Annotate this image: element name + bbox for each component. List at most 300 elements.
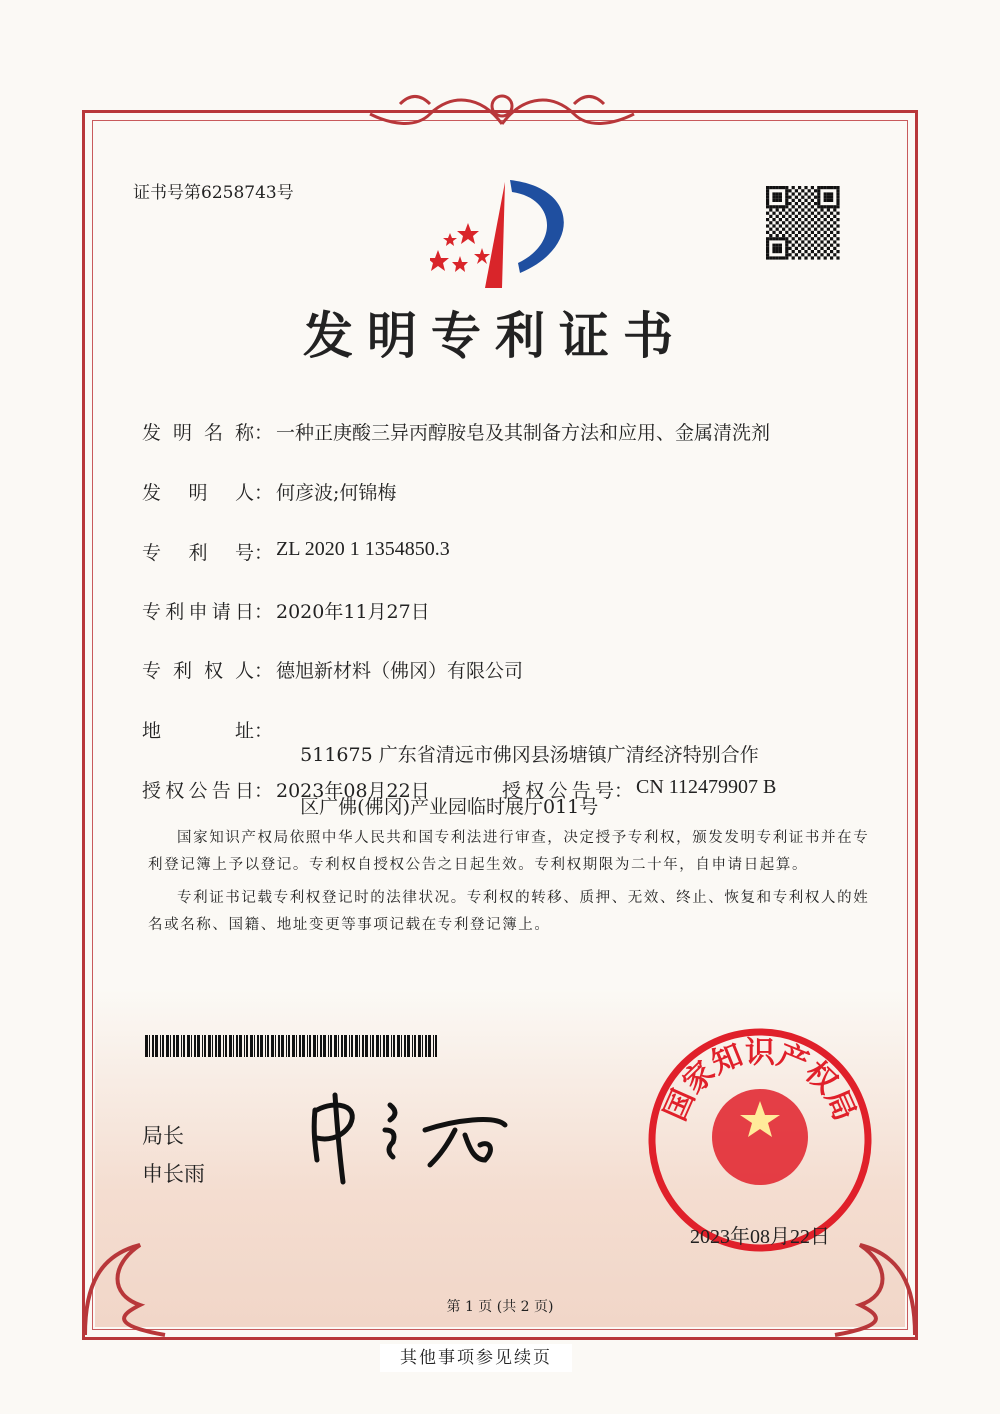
qr-module xyxy=(785,231,788,234)
qr-module xyxy=(776,192,779,195)
field-value: 2020年11月27日 xyxy=(276,601,430,623)
qr-module xyxy=(779,186,782,189)
qr-module xyxy=(776,215,779,218)
qr-module xyxy=(824,199,827,202)
qr-module xyxy=(811,186,814,189)
qr-module xyxy=(836,237,839,240)
qr-module xyxy=(785,186,788,189)
qr-module xyxy=(808,228,811,231)
barcode-bar xyxy=(246,1035,248,1057)
barcode-bar xyxy=(160,1035,161,1057)
qr-module xyxy=(766,253,769,256)
barcode-bar xyxy=(155,1035,158,1057)
top-ornament-icon xyxy=(360,84,644,136)
qr-module xyxy=(830,192,833,195)
qr-module xyxy=(817,256,820,259)
barcode-bar xyxy=(414,1035,416,1057)
qr-module xyxy=(766,237,769,240)
barcode-bar xyxy=(239,1035,242,1057)
qr-module xyxy=(830,205,833,208)
qr-module xyxy=(820,186,823,189)
barcode-bar xyxy=(422,1035,423,1057)
barcode-bar xyxy=(435,1035,437,1057)
qr-module xyxy=(820,208,823,211)
barcode-bar xyxy=(197,1035,200,1057)
qr-module xyxy=(782,237,785,240)
barcode-bar xyxy=(170,1035,171,1057)
qr-module xyxy=(772,250,775,253)
qr-module xyxy=(766,189,769,192)
qr-module xyxy=(804,224,807,227)
qr-module xyxy=(811,205,814,208)
field-value: 何彦波;何锦梅 xyxy=(276,482,397,504)
field-value: 2023年08月22日 xyxy=(276,780,430,802)
qr-module xyxy=(788,196,791,199)
barcode-bar xyxy=(330,1035,332,1057)
qr-module xyxy=(795,189,798,192)
qr-module xyxy=(788,240,791,243)
qr-module xyxy=(827,247,830,250)
qr-module xyxy=(785,256,788,259)
qr-module xyxy=(766,240,769,243)
field-inventors: 发明人 ： 何彦波;何锦梅 xyxy=(142,478,396,505)
qr-module xyxy=(782,215,785,218)
barcode-bar xyxy=(215,1035,217,1057)
qr-module xyxy=(779,231,782,234)
barcode-bar xyxy=(225,1035,227,1057)
qr-module xyxy=(801,189,804,192)
barcode-bar xyxy=(152,1035,154,1057)
barcode-bar xyxy=(257,1035,259,1057)
qr-module xyxy=(827,199,830,202)
qr-module xyxy=(814,228,817,231)
qr-module xyxy=(836,205,839,208)
qr-module xyxy=(769,221,772,224)
qr-module xyxy=(827,215,830,218)
qr-module xyxy=(772,224,775,227)
qr-module xyxy=(801,215,804,218)
qr-module xyxy=(772,237,775,240)
qr-module xyxy=(776,256,779,259)
qr-module xyxy=(788,247,791,250)
qr-module xyxy=(817,224,820,227)
qr-module xyxy=(827,240,830,243)
qr-module xyxy=(776,244,779,247)
qr-module xyxy=(814,215,817,218)
qr-module xyxy=(785,253,788,256)
qr-module xyxy=(824,205,827,208)
qr-module xyxy=(792,250,795,253)
qr-module xyxy=(766,244,769,247)
qr-module xyxy=(769,186,772,189)
qr-module xyxy=(798,218,801,221)
barcode-bar xyxy=(194,1035,196,1057)
qr-module xyxy=(772,212,775,215)
qr-module xyxy=(782,221,785,224)
field-label: 授权公告号 xyxy=(502,780,614,802)
qr-module xyxy=(824,250,827,253)
qr-module xyxy=(833,228,836,231)
qr-module xyxy=(824,244,827,247)
qr-module xyxy=(785,244,788,247)
barcode-bar xyxy=(341,1035,343,1057)
barcode-bar xyxy=(359,1035,360,1057)
qr-module xyxy=(814,196,817,199)
qr-module xyxy=(766,196,769,199)
barcode-bar xyxy=(404,1035,406,1057)
barcode-bar xyxy=(183,1035,185,1057)
field-grant-number: 授权公告号 ： CN 112479907 B xyxy=(502,776,777,802)
barcode-bar xyxy=(334,1035,337,1057)
barcode-bar xyxy=(271,1035,274,1057)
legal-paragraph: 国家知识产权局依照中华人民共和国专利法进行审查，决定授予专利权，颁发发明专利证书并在专利登记簿上予以登记。专利权自授权公告之日起生效。专利权期限为二十年，自申请日起算。 xyxy=(148,830,870,873)
qr-module xyxy=(795,228,798,231)
qr-module xyxy=(836,199,839,202)
barcode-bar xyxy=(309,1035,311,1057)
qr-module xyxy=(814,208,817,211)
qr-module xyxy=(804,186,807,189)
qr-module xyxy=(808,215,811,218)
qr-module xyxy=(824,218,827,221)
qr-module xyxy=(776,196,779,199)
qr-module xyxy=(785,189,788,192)
qr-module xyxy=(814,247,817,250)
qr-module xyxy=(798,205,801,208)
barcode-bar xyxy=(393,1035,395,1057)
qr-module xyxy=(836,244,839,247)
qr-module xyxy=(776,221,779,224)
qr-module xyxy=(827,234,830,237)
qr-module xyxy=(785,192,788,195)
qr-module xyxy=(824,212,827,215)
qr-module xyxy=(830,224,833,227)
qr-module xyxy=(830,231,833,234)
barcode-bar xyxy=(254,1035,255,1057)
qr-module xyxy=(766,186,769,189)
qr-module xyxy=(827,228,830,231)
barcode-bar xyxy=(349,1035,350,1057)
qr-module xyxy=(824,256,827,259)
barcode-bar xyxy=(370,1035,371,1057)
barcode-bar xyxy=(401,1035,402,1057)
qr-module xyxy=(820,253,823,256)
seal-date: 2023年08月22日 xyxy=(690,1226,830,1248)
qr-module xyxy=(817,199,820,202)
field-label: 发明名称 xyxy=(142,422,254,444)
qr-module xyxy=(792,218,795,221)
qr-module xyxy=(824,192,827,195)
qr-module xyxy=(766,247,769,250)
qr-module xyxy=(830,212,833,215)
qr-module xyxy=(817,237,820,240)
barcode-bar xyxy=(166,1035,169,1057)
barcode-bar xyxy=(351,1035,353,1057)
qr-module xyxy=(779,192,782,195)
field-value: ZL 2020 1 1354850.3 xyxy=(276,538,450,560)
qr-module xyxy=(782,205,785,208)
qr-module xyxy=(776,208,779,211)
qr-module xyxy=(788,189,791,192)
qr-module xyxy=(830,218,833,221)
qr-module xyxy=(785,205,788,208)
barcode-bar xyxy=(383,1035,385,1057)
qr-module xyxy=(766,231,769,234)
qr-module xyxy=(814,234,817,237)
qr-module xyxy=(785,240,788,243)
qr-module xyxy=(814,253,817,256)
qr-module xyxy=(811,224,814,227)
qr-module xyxy=(792,205,795,208)
qr-module xyxy=(836,196,839,199)
qr-module xyxy=(772,205,775,208)
qr-module xyxy=(804,256,807,259)
qr-module xyxy=(820,234,823,237)
qr-module xyxy=(827,253,830,256)
qr-module xyxy=(769,234,772,237)
qr-module xyxy=(798,212,801,215)
legal-text xyxy=(148,825,874,945)
qr-module xyxy=(801,208,804,211)
qr-module xyxy=(776,228,779,231)
qr-module xyxy=(817,218,820,221)
qr-module xyxy=(779,199,782,202)
qr-module xyxy=(814,189,817,192)
legal-paragraph: 专利证书记载专利权登记时的法律状况。专利权的转移、质押、无效、终止、恢复和专利权人的姓名或名称、国籍、地址变更等事项记载在专利登记簿上。 xyxy=(148,890,870,933)
field-patent-number: 专利号 ： ZL 2020 1 1354850.3 xyxy=(142,538,450,564)
barcode-bar xyxy=(149,1035,150,1057)
qr-module xyxy=(772,231,775,234)
qr-module xyxy=(795,221,798,224)
qr-module xyxy=(824,196,827,199)
qr-module xyxy=(766,256,769,259)
qr-module xyxy=(830,244,833,247)
qr-module xyxy=(820,247,823,250)
qr-module xyxy=(769,256,772,259)
qr-module xyxy=(772,247,775,250)
qr-module xyxy=(808,208,811,211)
qr-module xyxy=(804,218,807,221)
qr-module xyxy=(827,208,830,211)
qr-module xyxy=(776,237,779,240)
barcode-bar xyxy=(391,1035,392,1057)
barcode-bar xyxy=(328,1035,329,1057)
qr-module xyxy=(766,212,769,215)
qr-module xyxy=(808,253,811,256)
barcode-bar xyxy=(208,1035,211,1057)
field-value: CN 112479907 B xyxy=(636,776,777,798)
barcode-bar xyxy=(386,1035,389,1057)
barcode-bar xyxy=(250,1035,253,1057)
qr-module xyxy=(798,224,801,227)
qr-module xyxy=(785,218,788,221)
qr-module xyxy=(833,215,836,218)
qr-module xyxy=(801,253,804,256)
barcode-bar xyxy=(365,1035,368,1057)
qr-module xyxy=(804,237,807,240)
qr-module xyxy=(788,208,791,211)
qr-module xyxy=(782,256,785,259)
qr-module xyxy=(817,212,820,215)
qr-module xyxy=(798,250,801,253)
barcode-bar xyxy=(299,1035,301,1057)
barcode-bar xyxy=(344,1035,347,1057)
qr-module xyxy=(795,208,798,211)
qr-module xyxy=(801,234,804,237)
qr-module xyxy=(836,212,839,215)
qr-module xyxy=(836,224,839,227)
qr-module xyxy=(779,205,782,208)
barcode-bar xyxy=(267,1035,269,1057)
barcode-bar xyxy=(223,1035,224,1057)
page-footer: 第 1 页 (共 2 页) xyxy=(446,1299,554,1315)
barcode-bar xyxy=(162,1035,164,1057)
field-grant-date: 授权公告日 ： 2023年08月22日 xyxy=(142,776,430,803)
barcode-bar xyxy=(407,1035,410,1057)
barcode-bar xyxy=(202,1035,203,1057)
qr-module xyxy=(792,199,795,202)
qr-module xyxy=(795,253,798,256)
cnipa-logo-icon xyxy=(430,178,575,290)
barcode-bar xyxy=(397,1035,400,1057)
qr-module xyxy=(776,247,779,250)
qr-module xyxy=(801,202,804,205)
qr-module xyxy=(811,256,814,259)
field-patentee: 专利权人 ： 德旭新材料（佛冈）有限公司 xyxy=(142,656,523,683)
qr-module xyxy=(804,212,807,215)
qr-module xyxy=(833,205,836,208)
barcode-bar xyxy=(313,1035,316,1057)
qr-module xyxy=(785,250,788,253)
director-title: 局长 xyxy=(142,1124,184,1148)
field-label: 地址 xyxy=(142,720,254,742)
qr-module xyxy=(776,234,779,237)
qr-module xyxy=(792,244,795,247)
barcode-bar xyxy=(307,1035,308,1057)
qr-module xyxy=(833,208,836,211)
qr-module xyxy=(776,250,779,253)
certificate-number: 证书号第6258743号 xyxy=(133,183,294,203)
qr-module xyxy=(798,244,801,247)
qr-module xyxy=(782,234,785,237)
qr-module xyxy=(785,196,788,199)
barcode-bar xyxy=(317,1035,318,1057)
qr-module xyxy=(820,228,823,231)
qr-module xyxy=(766,205,769,208)
barcode-bar xyxy=(380,1035,381,1057)
qr-module xyxy=(792,186,795,189)
qr-module xyxy=(811,192,814,195)
barcode-bar xyxy=(418,1035,421,1057)
qr-module xyxy=(814,240,817,243)
qr-module xyxy=(798,237,801,240)
field-label: 专利权人 xyxy=(142,660,254,682)
barcode-bar xyxy=(244,1035,245,1057)
qr-module xyxy=(801,196,804,199)
qr-module xyxy=(772,218,775,221)
field-value: 德旭新材料（佛冈）有限公司 xyxy=(276,660,524,682)
qr-module xyxy=(788,228,791,231)
barcode-bar xyxy=(275,1035,276,1057)
barcode-bar xyxy=(355,1035,358,1057)
barcode-bar xyxy=(176,1035,179,1057)
qr-module xyxy=(785,224,788,227)
qr-module xyxy=(824,237,827,240)
qr-module xyxy=(795,196,798,199)
barcode-bar xyxy=(412,1035,413,1057)
qr-module xyxy=(785,199,788,202)
qr-module xyxy=(766,199,769,202)
qr-module xyxy=(836,186,839,189)
qr-module xyxy=(827,196,830,199)
qr-module xyxy=(792,224,795,227)
qr-module xyxy=(788,253,791,256)
field-invention-name: 发明名称 ： 一种正庚酸三异丙醇胺皂及其制备方法和应用、金属清洗剂 xyxy=(142,418,770,445)
qr-module xyxy=(798,186,801,189)
qr-module xyxy=(817,196,820,199)
qr-module xyxy=(785,237,788,240)
qr-module xyxy=(766,192,769,195)
qr-module xyxy=(830,199,833,202)
qr-module xyxy=(766,224,769,227)
qr-module xyxy=(836,231,839,234)
qr-module xyxy=(817,231,820,234)
qr-module xyxy=(779,247,782,250)
qr-module xyxy=(792,237,795,240)
field-label: 专利申请日 xyxy=(142,601,254,623)
barcode-bar xyxy=(372,1035,374,1057)
barcode-bar xyxy=(428,1035,431,1057)
qr-module xyxy=(804,231,807,234)
qr-module xyxy=(785,247,788,250)
qr-module xyxy=(811,218,814,221)
barcode-bar xyxy=(187,1035,190,1057)
qr-module xyxy=(782,228,785,231)
qr-module xyxy=(795,202,798,205)
qr-module xyxy=(830,256,833,259)
field-label: 专利号 xyxy=(142,542,254,564)
qr-module xyxy=(817,202,820,205)
qr-module xyxy=(769,208,772,211)
barcode-bar xyxy=(229,1035,232,1057)
page-title: 发明专利证书 xyxy=(303,306,687,365)
qr-module xyxy=(824,231,827,234)
qr-module xyxy=(801,228,804,231)
qr-module xyxy=(779,250,782,253)
qr-module xyxy=(804,244,807,247)
qr-module xyxy=(814,202,817,205)
qr-module xyxy=(801,247,804,250)
qr-module xyxy=(820,215,823,218)
qr-module xyxy=(792,231,795,234)
qr-module xyxy=(836,192,839,195)
qr-module xyxy=(814,221,817,224)
qr-module xyxy=(795,234,798,237)
barcode-bar xyxy=(320,1035,322,1057)
field-address: 地址 ： 511675 广东省清远市佛冈县汤塘镇广清经济特别合作 区广佛(佛冈)产业园临时展厅011号 xyxy=(142,716,759,846)
barcode-bar xyxy=(288,1035,290,1057)
barcode-bar xyxy=(302,1035,305,1057)
qr-module xyxy=(817,186,820,189)
qr-module xyxy=(772,192,775,195)
qr-module xyxy=(811,244,814,247)
qr-module xyxy=(772,199,775,202)
qr-module xyxy=(811,237,814,240)
qr-module xyxy=(795,240,798,243)
qr-module xyxy=(808,189,811,192)
qr-module xyxy=(801,240,804,243)
qr-module xyxy=(833,234,836,237)
qr-module xyxy=(830,237,833,240)
